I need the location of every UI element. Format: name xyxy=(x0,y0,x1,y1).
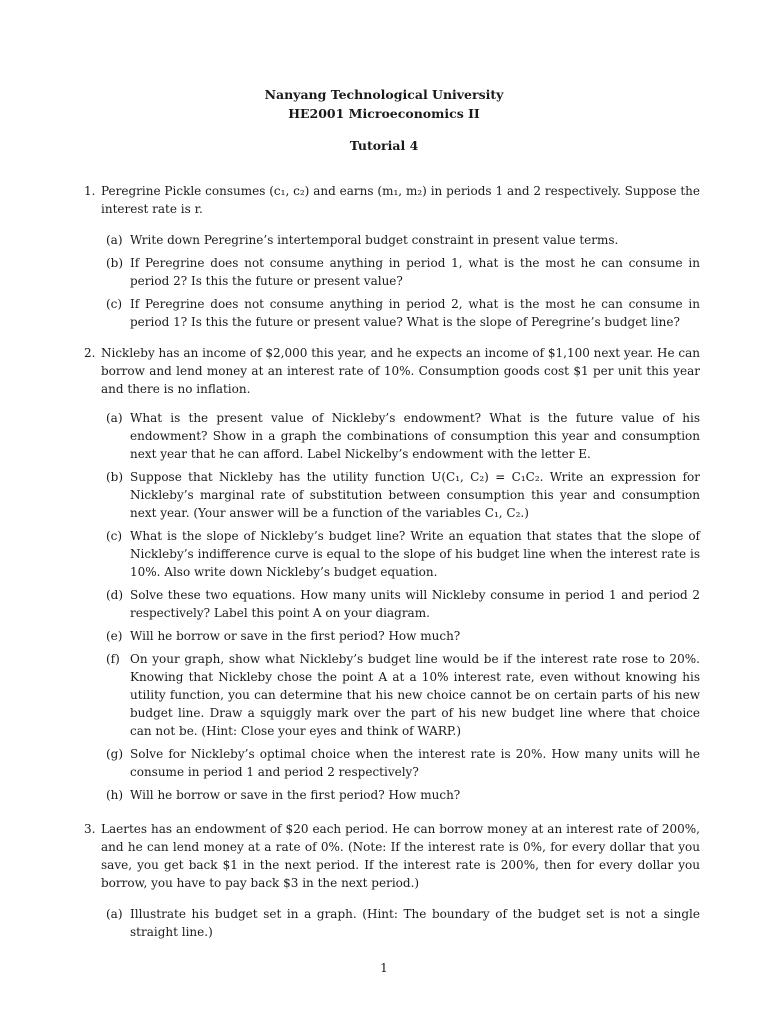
list-item xyxy=(106,231,700,249)
list-item xyxy=(106,254,700,290)
part-text: Solve for Nickleby’s optimal choice when the interest rate is 20%. How many units will he consume in period 1 and period 2 respectively? xyxy=(130,747,700,779)
part-label: (e) xyxy=(106,629,123,643)
list-item xyxy=(106,786,700,804)
list-item xyxy=(106,468,700,522)
part-text: On your graph, show what Nickleby’s budget line would be if the interest rate rose to 20%. Knowing that Nickleby chose the point A at a 10% interest rate, even without knowing his utility function, you can determine that his new choice cannot be on certain parts of his new budget line. Draw a squiggly mark over the part of his new budget line where that choice can not be. (Hint: Close your eyes and think of WARP.) xyxy=(130,652,700,738)
part-text: Solve these two equations. How many units will Nickleby consume in period 1 and period 2 respectively? Label this point A on your diagram. xyxy=(130,588,700,620)
list-item xyxy=(106,905,700,941)
part-label: (c) xyxy=(106,529,123,543)
question-3 xyxy=(84,820,700,892)
part-label: (b) xyxy=(106,256,124,270)
part-label: (g) xyxy=(106,747,124,761)
course-title: HE2001 Microeconomics II xyxy=(288,106,480,121)
part-label: (f) xyxy=(106,652,120,666)
part-text: What is the slope of Nickleby’s budget line? Write an equation that states that the slope of Nickleby’s indifference curve is equal to the slope of his budget line when the interest rate is 10%. Also write down Nickleby’s budget equation. xyxy=(130,529,700,579)
tutorial-title: Tutorial 4 xyxy=(349,138,419,153)
part-text: If Peregrine does not consume anything in period 1, what is the most he can consume in period 2? Is this the future or present value? xyxy=(130,256,700,288)
question-text: Nickleby has an income of $2,000 this year, and he expects an income of $1,100 next year. He can borrow and lend money at an interest rate of 10%. Consumption goods cost $1 per unit this year and there is no inflation. xyxy=(101,346,700,396)
question-text: Peregrine Pickle consumes (c₁, c₂) and earns (m₁, m₂) in periods 1 and 2 respectively. Suppose the interest rate is r. xyxy=(101,184,700,216)
list-item xyxy=(106,527,700,581)
list-item xyxy=(106,745,700,781)
question-2 xyxy=(84,344,700,398)
question-1 xyxy=(84,182,700,218)
part-text: Suppose that Nickleby has the utility function U(C₁, C₂) = C₁C₂. Write an expression for Nickleby’s marginal rate of substitution between consumption this year and consumption next year. (Your answer will be a function of the variables C₁, C₂.) xyxy=(130,470,700,520)
page-number: 1 xyxy=(380,961,388,975)
part-label: (a) xyxy=(106,411,123,425)
part-label: (a) xyxy=(106,907,123,921)
question-text: Laertes has an endowment of $20 each period. He can borrow money at an interest rate of 200%, and he can lend money at a rate of 0%. (Note: If the interest rate is 0%, for every dollar that you save, you get back $1 in the next period. If the interest rate is 200%, then for every dollar you borrow, you have to pay back $3 in the next period.) xyxy=(101,822,700,890)
question-3-parts xyxy=(106,905,700,946)
part-label: (c) xyxy=(106,297,123,311)
part-label: (h) xyxy=(106,788,124,802)
list-item xyxy=(106,409,700,463)
part-text: Illustrate his budget set in a graph. (Hint: The boundary of the budget set is not a single straight line.) xyxy=(130,907,700,939)
question-number: 3. xyxy=(84,822,96,836)
question-number: 1. xyxy=(84,184,96,198)
part-text: Write down Peregrine’s intertemporal budget constraint in present value terms. xyxy=(130,233,619,247)
list-item xyxy=(106,627,700,645)
list-item xyxy=(106,650,700,740)
part-label: (d) xyxy=(106,588,124,602)
question-2-parts xyxy=(106,409,700,809)
part-text: Will he borrow or save in the first period? How much? xyxy=(130,629,461,643)
question-1-parts xyxy=(106,231,700,336)
part-text: Will he borrow or save in the first period? How much? xyxy=(130,788,461,802)
part-text: If Peregrine does not consume anything in period 2, what is the most he can consume in period 1? Is this the future or present value? What is the slope of Peregrine’s budget line? xyxy=(130,297,700,329)
question-number: 2. xyxy=(84,346,96,360)
part-label: (b) xyxy=(106,470,124,484)
list-item xyxy=(106,295,700,331)
part-label: (a) xyxy=(106,233,123,247)
part-text: What is the present value of Nickleby’s endowment? What is the future value of his endowment? Show in a graph the combinations of consumption this year and consumption next year that he can afford. Label Nickelby’s endowment with the letter E. xyxy=(130,411,700,461)
university-title: Nanyang Technological University xyxy=(264,87,504,102)
list-item xyxy=(106,586,700,622)
